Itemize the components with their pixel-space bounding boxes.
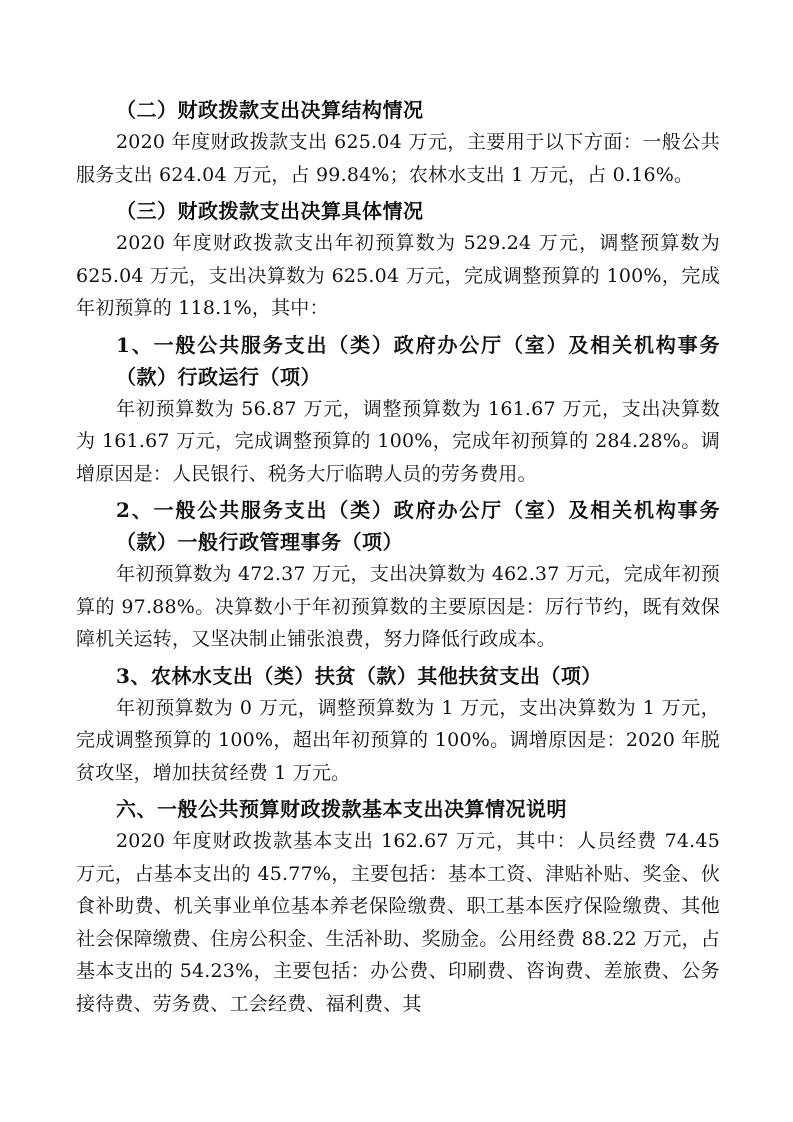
- item-2-heading: 2、一般公共服务支出（类）政府办公厅（室）及相关机构事务（款）一般行政管理事务（项）: [116, 498, 720, 554]
- section-6-body: 2020 年度财政拨款基本支出 162.67 万元，其中：人员经费 74.45 万元，占基本支出的 45.77%，主要包括：基本工资、津贴补贴、奖金、伙食补助费、机关事业单位基本养老保险缴费、职工基本医疗保险缴费、其他社会保障缴费、住房公积金、生活补助、奖励金。公用经费 88.22 万元，占基本支出的 54.23%，主要包括：办公费、印刷费、咨询费、差旅费、公务接待费、劳务费、工会经费、福利费、其: [76, 830, 720, 1015]
- section-6-heading: 六、一般公共预算财政拨款基本支出决算情况说明: [116, 797, 567, 821]
- section-2-heading: （二）财政拨款支出决算结构情况: [116, 98, 424, 122]
- section-2-body: 2020 年度财政拨款支出 625.04 万元，主要用于以下方面：一般公共服务支出 624.04 万元，占 99.84%；农林水支出 1 万元，占 0.16%。: [76, 131, 720, 186]
- item-1-heading: 1、一般公共服务支出（类）政府办公厅（室）及相关机构事务（款）行政运行（项）: [116, 332, 720, 389]
- section-3-heading: （三）财政拨款支出决算具体情况: [116, 199, 424, 223]
- document-page: [76, 94, 720, 1024]
- item-1-body: 年初预算数为 56.87 万元，调整预算数为 161.67 万元，支出决算数为 161.67 万元，完成调整预算的 100%，完成年初预算的 284.28%。调增原因是：人民银行、税务大厅临聘人员的劳务费用。: [76, 397, 720, 485]
- item-3-body: 年初预算数为 0 万元，调整预算数为 1 万元，支出决算数为 1 万元，完成调整预算的 100%，超出年初预算的 100%。调增原因是：2020 年脱贫攻坚，增加扶贫经费 1 万元。: [76, 696, 720, 784]
- item-2-body: 年初预算数为 472.37 万元，支出决算数为 462.37 万元，完成年初预算的 97.88%。决算数小于年初预算数的主要原因是：厉行节约，既有效保障机关运转，又坚决制止铺张浪费，努力降低行政成本。: [76, 563, 720, 650]
- section-3-body: 2020 年度财政拨款支出年初预算数为 529.24 万元，调整预算数为 625.04 万元，支出决算数为 625.04 万元，完成调整预算的 100%，完成年初预算的 118.1%，其中：: [76, 232, 720, 319]
- item-3-heading: 3、农林水支出（类）扶贫（款）其他扶贫支出（项）: [116, 663, 602, 688]
